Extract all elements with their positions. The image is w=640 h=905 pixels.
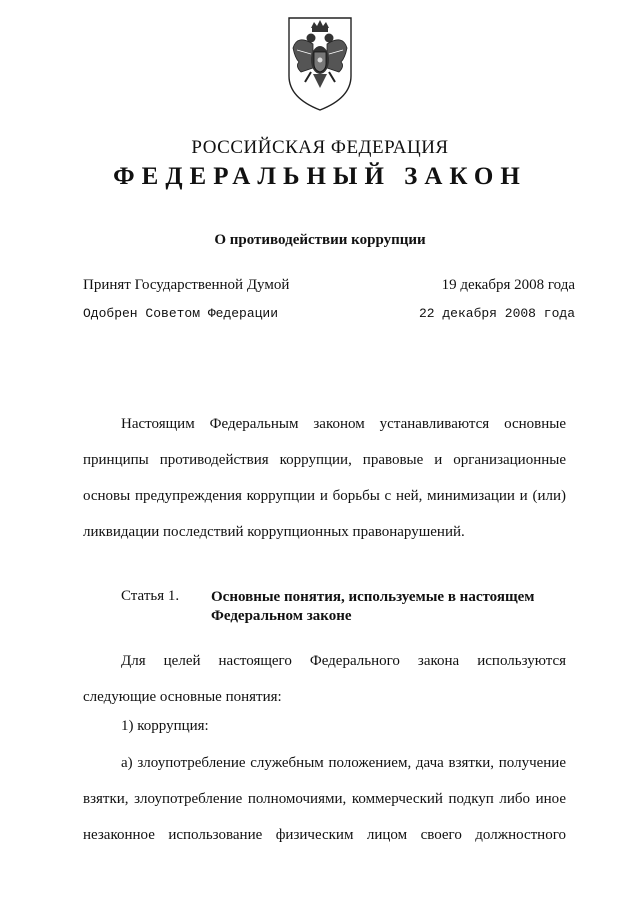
item-a-paragraph (83, 745, 566, 853)
duma-date: 19 декабря 2008 года (441, 277, 575, 293)
preamble-line: ликвидации последствий коррупционных правонарушений. (83, 524, 465, 540)
intro-line: Для целей настоящего Федерального закона используются (121, 653, 566, 669)
preamble-line: основы предупреждения коррупции и борьбы с ней, минимизации и (или) (83, 488, 566, 504)
article-title-line: Федеральном законе (211, 608, 352, 624)
preamble-line: Настоящим Федеральным законом устанавливаются основные (121, 416, 566, 432)
law-title: О противодействии коррупции (214, 232, 426, 248)
item-1-label: 1) коррупция: (121, 718, 209, 734)
preamble-paragraph (83, 406, 566, 550)
article-1-heading (121, 588, 581, 626)
article-number: Статья 1. (121, 588, 180, 604)
law-type-heading: ФЕДЕРАЛЬНЫЙ ЗАКОН (113, 163, 527, 190)
country-name: РОССИЙСКАЯ ФЕДЕРАЦИЯ (191, 137, 449, 158)
council-label: Одобрен Советом Федерации (83, 306, 279, 321)
article-intro-paragraph (83, 643, 566, 715)
item-a-line: незаконное использование физическим лицом своего должностного (83, 827, 566, 843)
intro-line: следующие основные понятия: (83, 689, 282, 705)
article-title-line: Основные понятия, используемые в настоящем (211, 589, 535, 605)
article-title (211, 588, 535, 626)
adoption-council-row (83, 306, 575, 321)
adoption-duma-row (83, 277, 575, 294)
coat-of-arms-icon (283, 14, 357, 114)
duma-label: Принят Государственной Думой (83, 277, 290, 293)
preamble-line: принципы противодействия коррупции, правовые и организационные (83, 452, 566, 468)
council-date: 22 декабря 2008 года (418, 306, 575, 321)
item-a-line: а) злоупотребление служебным положением, дача взятки, получение (121, 755, 566, 771)
item-a-line: взятки, злоупотребление полномочиями, коммерческий подкуп либо иное (83, 791, 566, 807)
